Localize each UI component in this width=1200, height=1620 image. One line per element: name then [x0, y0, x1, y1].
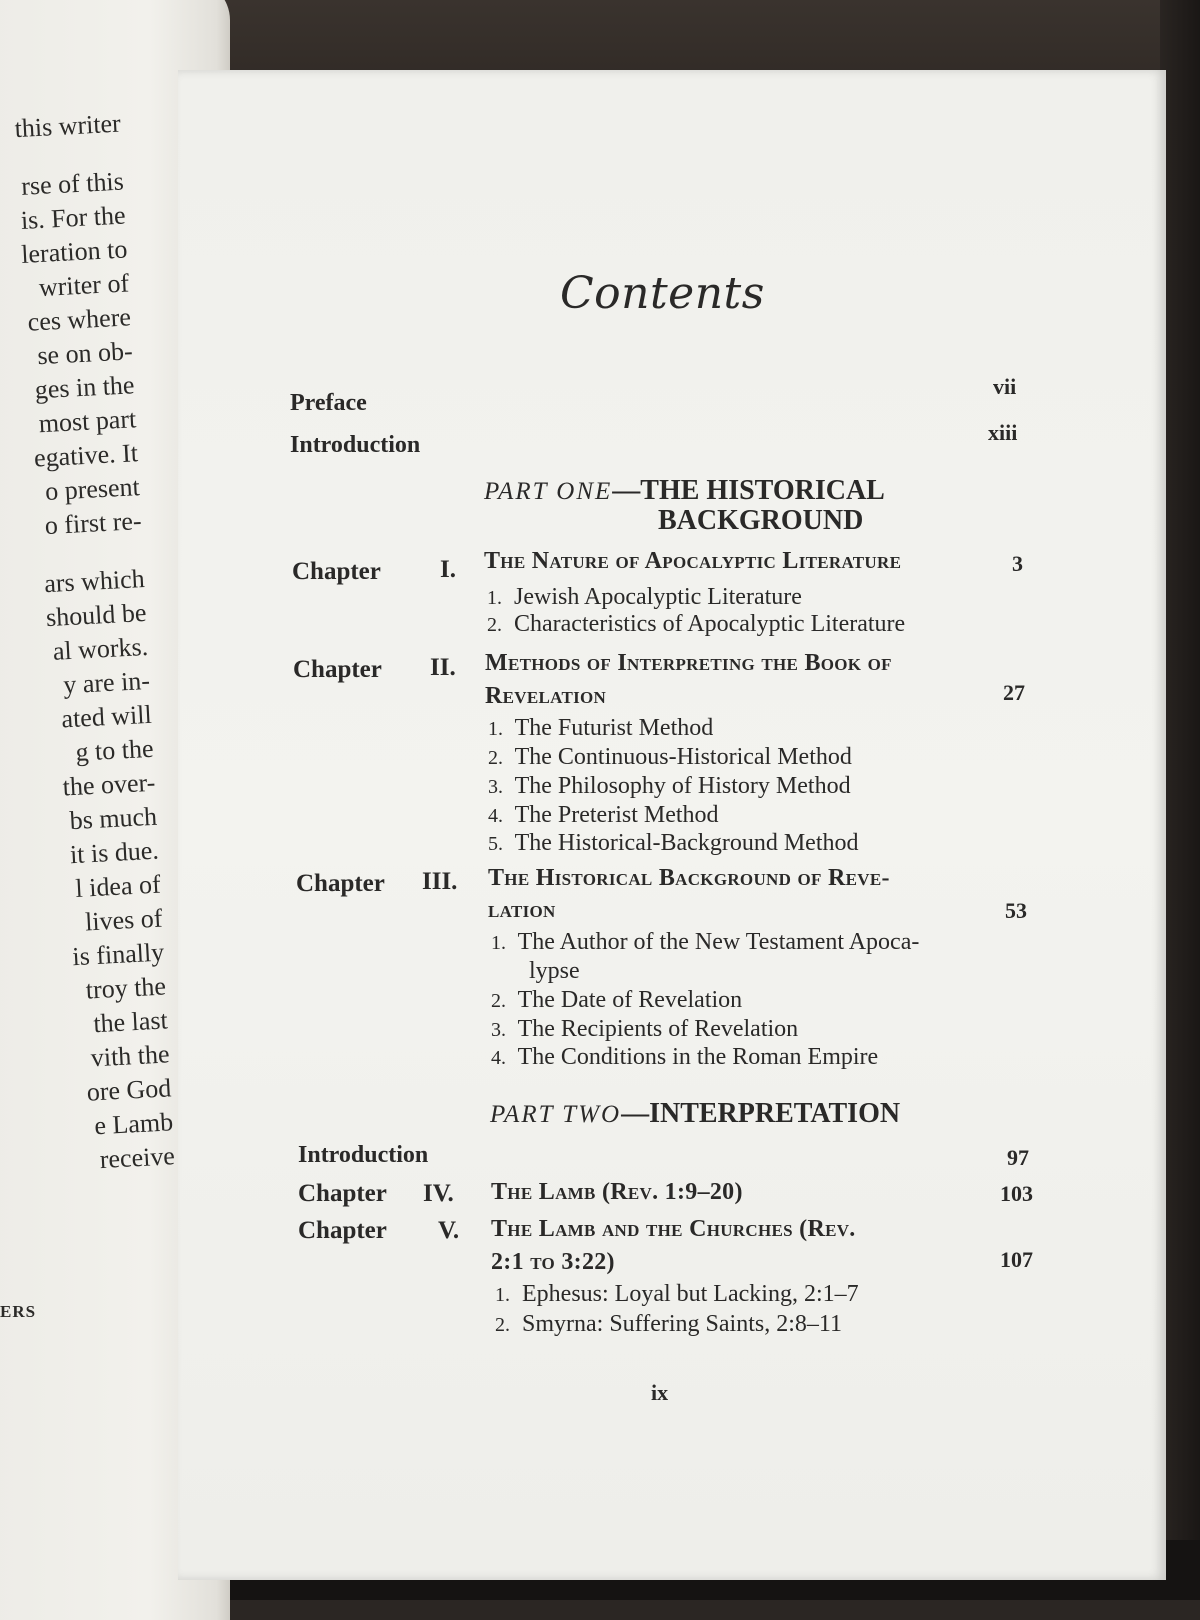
left-page-line: most part	[38, 404, 137, 439]
subsection-title: Jewish Apocalyptic Literature	[514, 584, 802, 610]
chapter-3-subsection	[491, 1044, 878, 1071]
chapter-2-title-line1: Methods of Interpreting the Book of	[485, 650, 892, 676]
chapter-2-subsection	[488, 773, 851, 800]
chapter-5-page: 107	[1000, 1247, 1033, 1272]
subsection-number: 2.	[488, 747, 503, 769]
subsection-title: Smyrna: Suffering Saints, 2:8–11	[522, 1311, 842, 1337]
subsection-number: 4.	[488, 805, 503, 827]
chapter-1-subsection	[487, 584, 802, 611]
subsection-number: 3.	[491, 1019, 506, 1041]
page-number: ix	[651, 1380, 669, 1405]
subsection-title: The Historical-Background Method	[514, 830, 859, 856]
subsection-title: The Date of Revelation	[517, 987, 743, 1013]
page-title: Contents	[560, 268, 765, 319]
chapter-3-subsection	[491, 929, 919, 956]
chapter-3-page: 53	[1005, 898, 1027, 923]
chapter-2-label: Chapter	[293, 656, 382, 683]
background-edge	[1160, 0, 1200, 1600]
chapter-1-title: The Nature of Apocalyptic Literature	[484, 548, 902, 574]
part-two-prefix: PART TWO	[490, 1101, 622, 1128]
toc-preface-page: vii	[993, 374, 1017, 399]
subsection-number: 5.	[488, 833, 503, 855]
chapter-2-title-line2: Revelation	[485, 683, 607, 709]
subsection-number: 1.	[495, 1284, 510, 1306]
chapter-3-title-line2: lation	[488, 897, 556, 923]
left-page-line: the over-	[61, 767, 156, 802]
part-one-title-line1: —THE HISTORICAL	[612, 475, 885, 506]
left-page-line: leration to	[20, 234, 128, 269]
left-page-line: ars which	[43, 563, 146, 599]
toc-introduction-2-label: Introduction	[298, 1142, 429, 1168]
chapter-5-subsection	[495, 1281, 859, 1308]
subsection-number: 2.	[487, 614, 502, 636]
chapter-3-subsection	[491, 1016, 798, 1043]
left-page-line: it is due.	[69, 835, 160, 870]
left-page-line: is finally	[71, 937, 165, 972]
chapter-2-subsection	[488, 830, 859, 857]
subsection-title: Ephesus: Loyal but Lacking, 2:1–7	[522, 1281, 859, 1307]
left-page-line: o first re-	[44, 506, 143, 541]
chapter-5-numeral: V.	[438, 1217, 460, 1244]
left-page-line: l idea of	[74, 869, 162, 903]
left-page-line: ore God	[86, 1073, 172, 1107]
left-page-line: ges in the	[34, 370, 136, 405]
subsection-title: The Futurist Method	[514, 715, 714, 741]
left-page-line: bs much	[68, 801, 158, 836]
chapter-3-subsection	[491, 987, 742, 1014]
subsection-title: The Philosophy of History Method	[514, 773, 851, 799]
left-page-line: receive	[99, 1141, 176, 1175]
chapter-5-title-line2: 2:1 to 3:22)	[491, 1249, 615, 1275]
left-page-line: se on ob-	[36, 336, 134, 371]
chapter-4-page: 103	[1000, 1181, 1033, 1206]
subsection-number: 2.	[495, 1314, 510, 1336]
chapter-4-label: Chapter	[298, 1180, 387, 1207]
chapter-3-numeral: III.	[422, 868, 458, 895]
chapter-2-page: 27	[1003, 680, 1025, 705]
left-page-line: writer of	[38, 268, 130, 303]
left-page-line: rse of this	[20, 166, 125, 201]
chapter-2-subsection	[488, 744, 852, 771]
subsection-number: 1.	[491, 932, 506, 954]
left-page-line: o present	[44, 472, 141, 507]
subsection-title: The Preterist Method	[514, 802, 719, 828]
chapter-2-subsection	[488, 802, 719, 829]
left-page-line: egative. It	[33, 438, 139, 473]
chapter-5-label: Chapter	[298, 1217, 387, 1244]
chapter-3-subsection-continued: lypse	[529, 958, 580, 984]
left-page-line: the last	[92, 1005, 169, 1039]
subsection-number: 4.	[491, 1047, 506, 1069]
left-page-line: ces where	[26, 302, 132, 337]
chapter-1-subsection	[487, 611, 905, 638]
left-page-line: y are in-	[62, 665, 151, 700]
part-two-title: —INTERPRETATION	[621, 1098, 901, 1129]
toc-introduction-2-page: 97	[1007, 1145, 1029, 1170]
chapter-1-label: Chapter	[292, 558, 381, 585]
left-page-line: vith the	[90, 1039, 171, 1073]
chapter-5-subsection	[495, 1311, 842, 1338]
left-page-footer: ERS	[0, 1302, 37, 1321]
chapter-1-page: 3	[1012, 551, 1023, 576]
chapter-3-title-line1: The Historical Background of Reve-	[488, 865, 890, 891]
toc-preface-label: Preface	[290, 390, 367, 416]
subsection-number: 1.	[488, 718, 503, 740]
left-page-line: e Lamb	[93, 1107, 174, 1141]
chapter-2-numeral: II.	[430, 654, 456, 681]
subsection-title: The Recipients of Revelation	[517, 1016, 799, 1042]
chapter-4-numeral: IV.	[423, 1180, 454, 1207]
chapter-2-subsection	[488, 715, 713, 742]
left-page-line: is. For the	[20, 200, 127, 235]
toc-introduction-label: Introduction	[290, 432, 421, 458]
subsection-title: The Author of the New Testament Apoca-	[517, 929, 920, 955]
left-page-line: this writer	[13, 108, 122, 144]
chapter-1-numeral: I.	[440, 556, 456, 583]
subsection-number: 3.	[488, 776, 503, 798]
chapter-3-label: Chapter	[296, 870, 385, 897]
part-one-prefix: PART ONE	[484, 478, 613, 505]
left-page-line: troy the	[85, 971, 167, 1005]
subsection-title: The Conditions in the Roman Empire	[517, 1044, 879, 1070]
left-page-line: lives of	[84, 903, 164, 937]
chapter-4-title: The Lamb (Rev. 1:9–20)	[491, 1179, 743, 1205]
toc-introduction-page: xiii	[988, 420, 1018, 445]
subsection-number: 2.	[491, 990, 506, 1012]
left-page-line: g to the	[74, 733, 155, 767]
left-page-line: should be	[45, 597, 148, 633]
chapter-5-title-line1: The Lamb and the Churches (Rev.	[491, 1216, 856, 1242]
left-page-line: ated will	[60, 699, 153, 734]
part-one-title-line2: BACKGROUND	[658, 505, 864, 536]
left-page-line: al works.	[52, 631, 149, 666]
subsection-number: 1.	[487, 587, 502, 609]
left-page-text	[0, 107, 176, 1182]
part-two-heading	[490, 1098, 900, 1130]
subsection-title: The Continuous-Historical Method	[514, 744, 852, 770]
part-one-heading	[484, 475, 885, 507]
subsection-title: Characteristics of Apocalyptic Literature	[514, 611, 906, 637]
